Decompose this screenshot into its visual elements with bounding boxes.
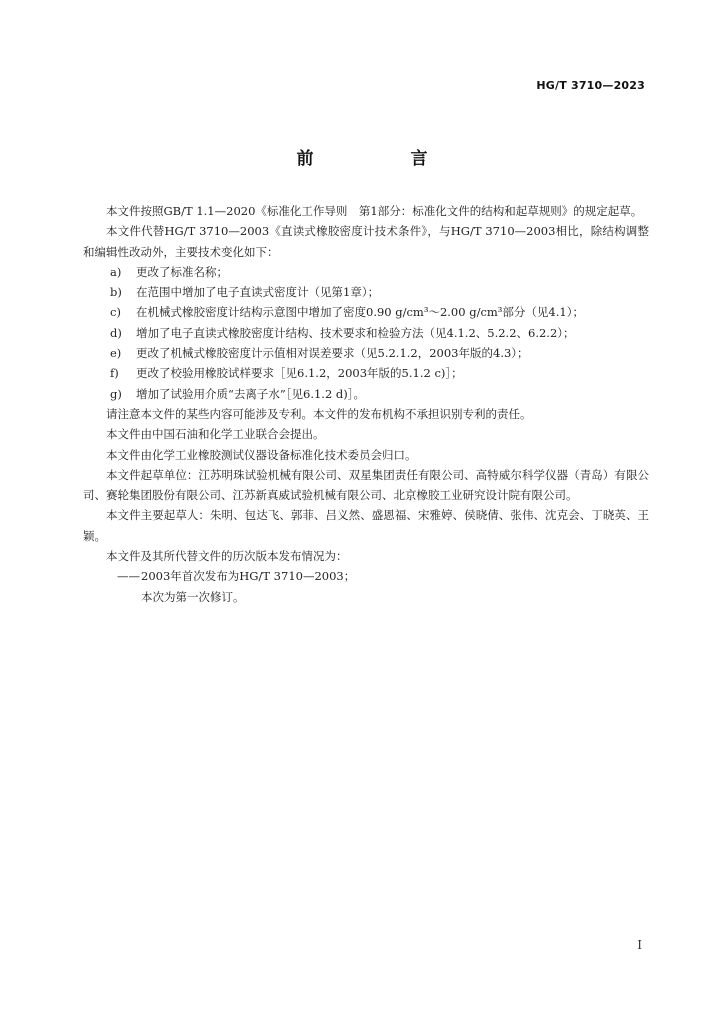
- list-marker: e): [110, 346, 122, 361]
- list-marker: g): [110, 386, 122, 401]
- list-item: [83, 384, 649, 404]
- list-item: [83, 282, 649, 302]
- paragraph-drafting-rules: 本文件按照GB/T 1.1—2020《标准化工作导则 第1部分：标准化文件的结构和起草规则》的规定起草。: [106, 204, 643, 218]
- list-item-text: 更改了校验用橡胶试样要求［见6.1.2，2003年版的5.1.2 c)］；: [136, 366, 463, 381]
- paragraph-patent-notice: 请注意本文件的某些内容可能涉及专利。本文件的发布机构不承担识别专利的责任。: [106, 406, 532, 421]
- paragraph-history-intro: 本文件及其所代替文件的历次版本发布情况为：: [106, 549, 348, 564]
- list-item: [83, 302, 649, 322]
- list-marker: d): [110, 325, 122, 340]
- document-body: [83, 201, 649, 607]
- dash-marker: ——: [117, 569, 140, 584]
- paragraph-proposer: 本文件由中国石油和化学工业联合会提出。: [106, 427, 325, 442]
- list-marker: a): [110, 264, 122, 279]
- list-marker: c): [110, 305, 121, 320]
- list-item-text: 在范围中增加了电子直读式密度计（见第1章）；: [136, 285, 380, 300]
- standard-code: HG/T 3710—2023: [536, 79, 645, 92]
- history-item-text: 2003年首次发布为HG/T 3710—2003；: [141, 569, 356, 584]
- page-number: I: [637, 938, 642, 952]
- page-title: 前 言: [296, 149, 468, 169]
- history-revision-note: 本次为第一次修订。: [141, 589, 245, 604]
- list-item-text: 更改了机械式橡胶密度计示值相对误差要求（见5.2.1.2，2003年版的4.3）；: [136, 346, 529, 361]
- list-item: [83, 363, 649, 383]
- list-item-text: 增加了电子直读式橡胶密度计结构、技术要求和检验方法（见4.1.2、5.2.2、6.2.2）；: [136, 325, 575, 340]
- list-marker: f): [110, 366, 119, 381]
- list-marker: b): [110, 285, 122, 300]
- history-item: [83, 566, 649, 586]
- paragraph-drafters: 本文件主要起草人：朱明、包达飞、郭菲、吕义然、盛恩福、宋雅婷、侯晓倩、张伟、沈克会、丁晓英、王颖。: [83, 508, 649, 543]
- list-item-text: 在机械式橡胶密度计结构示意图中增加了密度0.90 g/cm³～2.00 g/cm³部分（见4.1）；: [136, 305, 584, 320]
- paragraph-drafting-units: 本文件起草单位：江苏明珠试验机械有限公司、双星集团责任有限公司、高特威尔科学仪器（青岛）有限公司、赛轮集团股份有限公司、江苏新真威试验机械有限公司、北京橡胶工业研究设计院有限公司。: [83, 467, 649, 503]
- paragraph-replaces: 本文件代替HG/T 3710—2003《直读式橡胶密度计技术条件》，与HG/T 3710—2003相比，除结构调整和编辑性改动外，主要技术变化如下：: [83, 224, 649, 259]
- list-item-text: 更改了标准名称；: [136, 264, 228, 279]
- list-item-text: 增加了试验用介质“去离子水”［见6.1.2 d)］。: [136, 386, 366, 401]
- list-item: [83, 262, 649, 282]
- list-item: [83, 343, 649, 363]
- changes-list: [83, 262, 649, 404]
- paragraph-committee: 本文件由化学工业橡胶测试仪器设备标准化技术委员会归口。: [106, 447, 417, 462]
- list-item: [83, 323, 649, 343]
